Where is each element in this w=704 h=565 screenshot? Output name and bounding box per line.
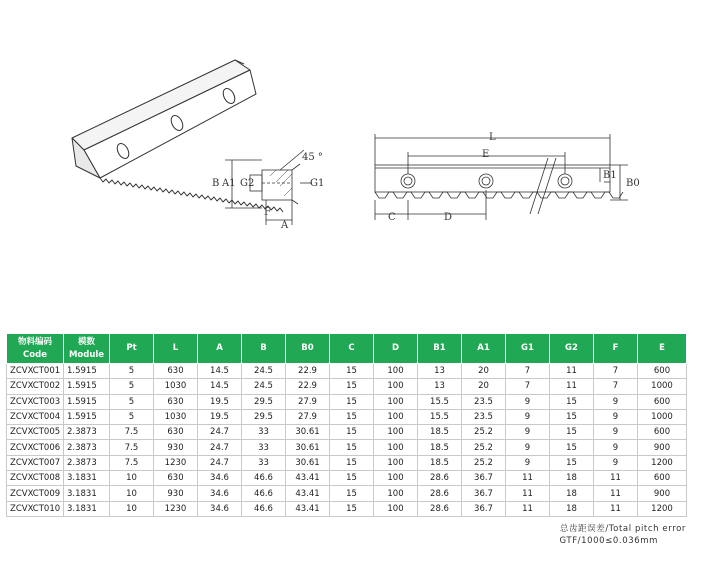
table-cell: ZCVXCT002 [7,379,64,394]
table-cell: 11 [506,471,550,486]
column-header-label: C [348,343,355,353]
table-cell: 20 [462,364,506,379]
table-cell: 7 [506,379,550,394]
table-cell: 22.9 [286,364,330,379]
column-header-label: 物料编码 [17,336,52,347]
column-header-label: F [612,343,619,353]
table-row [7,425,687,440]
table-cell: ZCVXCT010 [7,501,64,516]
table-cell: 34.6 [198,471,242,486]
label-angle: 45 ° [302,152,323,163]
table-cell: 15.5 [418,409,462,424]
label-A1: A1 [222,178,236,189]
label-G1: G1 [310,178,325,189]
table-cell: 11 [506,501,550,516]
table-cell: 1.5915 [64,364,110,379]
table-cell: 11 [594,471,638,486]
table-cell: 2.3873 [64,425,110,440]
table-cell: ZCVXCT003 [7,394,64,409]
table-cell: 15 [330,501,374,516]
table-cell: ZCVXCT004 [7,409,64,424]
table-cell: 9 [594,440,638,455]
column-header [154,334,198,364]
table-cell: 1200 [638,501,687,516]
table-cell: 1030 [154,379,198,394]
table-cell: 18 [550,471,594,486]
label-D: D [444,212,453,223]
table-row [7,394,687,409]
table-cell: 46.6 [242,486,286,501]
table-cell: 10 [110,471,154,486]
column-header-label: G1 [521,343,534,353]
table-cell: 1000 [638,379,687,394]
label-L: L [489,132,496,143]
table-cell: 36.7 [462,501,506,516]
table-header-row [7,334,687,364]
table-cell: 5 [110,394,154,409]
table-cell: 3.1831 [64,486,110,501]
table-cell: 15 [330,379,374,394]
table-cell: 30.61 [286,425,330,440]
table-cell: 28.6 [418,501,462,516]
table-cell: 630 [154,394,198,409]
label-F: F [264,207,271,218]
table-row [7,455,687,470]
table-cell: 25.2 [462,455,506,470]
table-row [7,364,687,379]
column-header [286,334,330,364]
table-cell: 13 [418,364,462,379]
column-header [638,334,687,364]
table-cell: 27.9 [286,409,330,424]
table-cell: 100 [374,501,418,516]
label-B: B [212,178,220,189]
table-cell: 43.41 [286,486,330,501]
table-cell: 9 [594,455,638,470]
table-cell: 15 [550,455,594,470]
table-cell: 28.6 [418,486,462,501]
table-cell: 34.6 [198,486,242,501]
gtf-note: GTF/1000≤0.036mm [559,536,658,546]
table-cell: 24.7 [198,440,242,455]
label-C: C [388,212,396,223]
column-header [462,334,506,364]
table-cell: 600 [638,394,687,409]
table-cell: 100 [374,364,418,379]
column-header-sublabel: Code [23,349,47,360]
table-cell: 600 [638,364,687,379]
label-B0: B0 [626,178,640,189]
table-cell: 19.5 [198,394,242,409]
table-cell: 33 [242,440,286,455]
table-cell: 1030 [154,409,198,424]
table-cell: 36.7 [462,486,506,501]
column-header [64,334,110,364]
table-cell: 10 [110,486,154,501]
table-cell: 14.5 [198,364,242,379]
table-cell: 24.7 [198,425,242,440]
table-cell: ZCVXCT006 [7,440,64,455]
table-row [7,379,687,394]
table-cell: 34.6 [198,501,242,516]
label-A: A [281,220,289,231]
table-row [7,501,687,516]
table-cell: 7 [594,364,638,379]
table-cell: 9 [506,455,550,470]
table-cell: 2.3873 [64,455,110,470]
table-cell: 630 [154,471,198,486]
column-header [418,334,462,364]
table-cell: 7 [594,379,638,394]
table-cell: 9 [506,409,550,424]
table-cell: 900 [638,486,687,501]
table-cell: 29.5 [242,409,286,424]
column-header [7,334,64,364]
table-cell: 18.5 [418,425,462,440]
table-cell: 9 [506,440,550,455]
table-cell: 930 [154,440,198,455]
table-cell: 15 [550,394,594,409]
table-cell: 1230 [154,501,198,516]
rack-front-view [375,134,628,220]
table-row [7,486,687,501]
table-cell: 11 [506,486,550,501]
table-cell: 24.5 [242,364,286,379]
label-E: E [482,149,490,160]
column-header [110,334,154,364]
table-cell: 30.61 [286,455,330,470]
table-cell: 100 [374,379,418,394]
table-cell: 15 [550,440,594,455]
table-cell: 46.6 [242,471,286,486]
table-cell: 9 [594,394,638,409]
table-cell: 11 [594,501,638,516]
table-cell: 1000 [638,409,687,424]
column-header-label: B1 [433,343,446,353]
table-cell: 1.5915 [64,409,110,424]
table-cell: 10 [110,501,154,516]
column-header-label: G2 [565,343,578,353]
table-cell: 11 [550,379,594,394]
table-row [7,409,687,424]
table-cell: 3.1831 [64,471,110,486]
table-cell: 15 [330,425,374,440]
table-cell: 46.6 [242,501,286,516]
column-header-label: D [391,343,400,353]
table-cell: 5 [110,364,154,379]
table-cell: ZCVXCT008 [7,471,64,486]
table-cell: ZCVXCT005 [7,425,64,440]
column-header [594,334,638,364]
column-header [330,334,374,364]
table-cell: 20 [462,379,506,394]
table-cell: 100 [374,409,418,424]
table-cell: 43.41 [286,501,330,516]
table-cell: 100 [374,471,418,486]
table-cell: 630 [154,425,198,440]
table-cell: 18 [550,501,594,516]
table-cell: 7 [506,364,550,379]
table-cell: ZCVXCT007 [7,455,64,470]
table-cell: 18.5 [418,455,462,470]
table-cell: 15 [330,409,374,424]
table-cell: 24.7 [198,455,242,470]
table-cell: 1.5915 [64,379,110,394]
column-header-label: A [216,343,223,353]
column-header-sublabel: Module [68,349,105,360]
table-cell: 9 [594,425,638,440]
table-cell: 18 [550,486,594,501]
table-cell: 7.5 [110,440,154,455]
column-header-label: E [659,343,665,353]
table-cell: 29.5 [242,394,286,409]
table-cell: 25.2 [462,425,506,440]
table-cell: 9 [594,409,638,424]
table-cell: 25.2 [462,440,506,455]
table-cell: 15 [330,394,374,409]
table-cell: 600 [638,425,687,440]
table-cell: 15 [330,486,374,501]
table-cell: 23.5 [462,409,506,424]
label-G2: G2 [240,178,255,189]
table-cell: 100 [374,425,418,440]
table-cell: 1200 [638,455,687,470]
table-cell: ZCVXCT009 [7,486,64,501]
table-cell: 100 [374,394,418,409]
label-B1: B1 [603,170,617,181]
table-cell: 23.5 [462,394,506,409]
table-cell: 36.7 [462,471,506,486]
table-cell: 43.41 [286,471,330,486]
column-header [506,334,550,364]
column-header-label: 模数 [77,336,95,347]
table-cell: 19.5 [198,409,242,424]
table-cell: 15 [330,364,374,379]
table-cell: 28.6 [418,471,462,486]
rack-isometric-view [72,60,283,212]
table-cell: 930 [154,486,198,501]
column-header [198,334,242,364]
column-header [242,334,286,364]
table-cell: 100 [374,440,418,455]
table-cell: 14.5 [198,379,242,394]
table-row [7,471,687,486]
table-cell: 30.61 [286,440,330,455]
column-header-label: L [172,343,179,353]
table-cell: 15 [330,440,374,455]
table-cell: 630 [154,364,198,379]
table-cell: 33 [242,455,286,470]
table-cell: 1.5915 [64,394,110,409]
table-cell: 1230 [154,455,198,470]
table-cell: 22.9 [286,379,330,394]
table-cell: 15 [550,425,594,440]
table-cell: 100 [374,455,418,470]
table-cell: 9 [506,425,550,440]
table-cell: 11 [594,486,638,501]
table-cell: 18.5 [418,440,462,455]
column-header-label: B [260,343,267,353]
table-cell: 27.9 [286,394,330,409]
table-row [7,440,687,455]
table-cell: 2.3873 [64,440,110,455]
table-cell: 3.1831 [64,501,110,516]
table-cell: 5 [110,379,154,394]
table-cell: 15 [550,409,594,424]
column-header-label: A1 [477,343,490,353]
table-cell: ZCVXCT001 [7,364,64,379]
pitch-error-note: 总齿距误差/Total pitch error [559,524,686,534]
table-cell: 11 [550,364,594,379]
table-body [7,364,687,517]
table-cell: 100 [374,486,418,501]
table-cell: 7.5 [110,425,154,440]
table-cell: 15.5 [418,394,462,409]
table-cell: 15 [330,455,374,470]
table-cell: 600 [638,471,687,486]
table-cell: 15 [330,471,374,486]
spec-table [6,333,687,517]
table-cell: 900 [638,440,687,455]
table-cell: 24.5 [242,379,286,394]
table-cell: 13 [418,379,462,394]
column-header-label: Pt [126,343,137,353]
table-cell: 9 [506,394,550,409]
column-header [374,334,418,364]
table-cell: 5 [110,409,154,424]
table-cell: 33 [242,425,286,440]
column-header-label: B0 [301,343,314,353]
table-cell: 7.5 [110,455,154,470]
column-header [550,334,594,364]
